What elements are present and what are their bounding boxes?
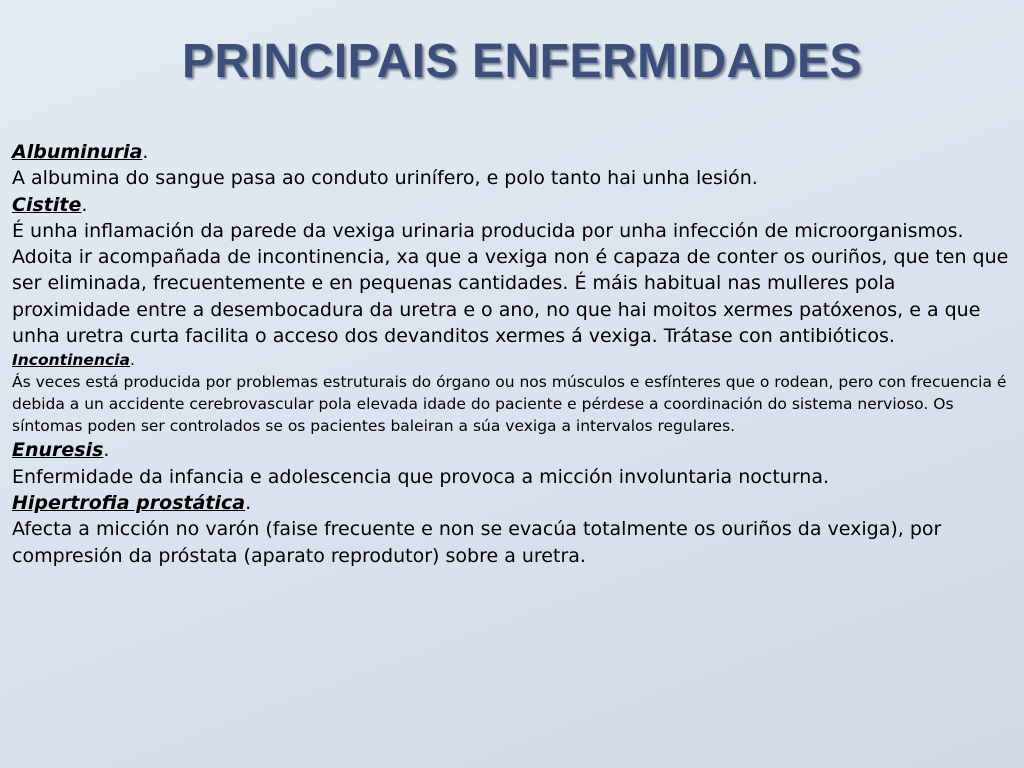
term-punct: . bbox=[81, 193, 88, 216]
slide-title: PRINCIPAIS ENFERMIDADES bbox=[181, 35, 862, 88]
section-albuminuria-heading bbox=[12, 139, 1012, 165]
section-enuresis-heading bbox=[12, 437, 1012, 463]
section-albuminuria-text: A albumina do sangue pasa ao conduto urinífero, e polo tanto hai unha lesión. bbox=[12, 167, 758, 190]
term-punct: . bbox=[129, 351, 135, 370]
term-punct: . bbox=[245, 491, 252, 514]
section-incontinencia-heading bbox=[12, 349, 1012, 371]
section-cistite-text: É unha inflamación da parede da vexiga urinaria producida por unha infección de microorganismos. Adoita ir acompañada de incontinencia, xa que a vexiga non é capaza de conter os ouriños, que ten que ser eliminada, frecuentemente e en pequenas cantidades. É máis habitual nas mulleres pola proximidade entre a desembocadura da uretra e o ano, no que hai moitos xermes patóxenos, e a que unha uretra curta facilita o acceso dos devanditos xermes á vexiga. Trátase con antibióticos. bbox=[12, 219, 1009, 348]
section-cistite-heading bbox=[12, 192, 1012, 218]
term-albuminuria: Albuminuria bbox=[12, 141, 143, 163]
term-cistite: Cistite bbox=[12, 193, 82, 216]
term-punct: . bbox=[103, 439, 110, 462]
section-hipertrofia-heading bbox=[12, 490, 1012, 516]
slide-body bbox=[12, 139, 1012, 569]
term-hipertrofia: Hipertrofia prostática bbox=[12, 491, 246, 514]
term-enuresis: Enuresis bbox=[12, 439, 104, 462]
term-incontinencia: Incontinencia bbox=[12, 351, 130, 370]
term-punct: . bbox=[142, 141, 149, 163]
section-incontinencia-text: Ás veces está producida por problemas estruturais do órgano ou nos músculos e esfínteres que o rodean, pero con frecuencia é debida a un accidente cerebrovascular pola elevada idade do paciente e pérdese a coordinación do sistema nervioso. Os síntomas poden ser controlados se os pacientes baleiran a súa vexiga a intervalos regulares. bbox=[12, 373, 1007, 436]
section-hipertrofia-text: Afecta a micción no varón (faise frecuente e non se evacúa totalmente os ouriños da vexiga), por compresión da próstata (aparato reprodutor) sobre a uretra. bbox=[12, 518, 942, 567]
section-enuresis-text: Enfermidade da infancia e adolescencia que provoca a micción involuntaria nocturna. bbox=[12, 465, 830, 488]
